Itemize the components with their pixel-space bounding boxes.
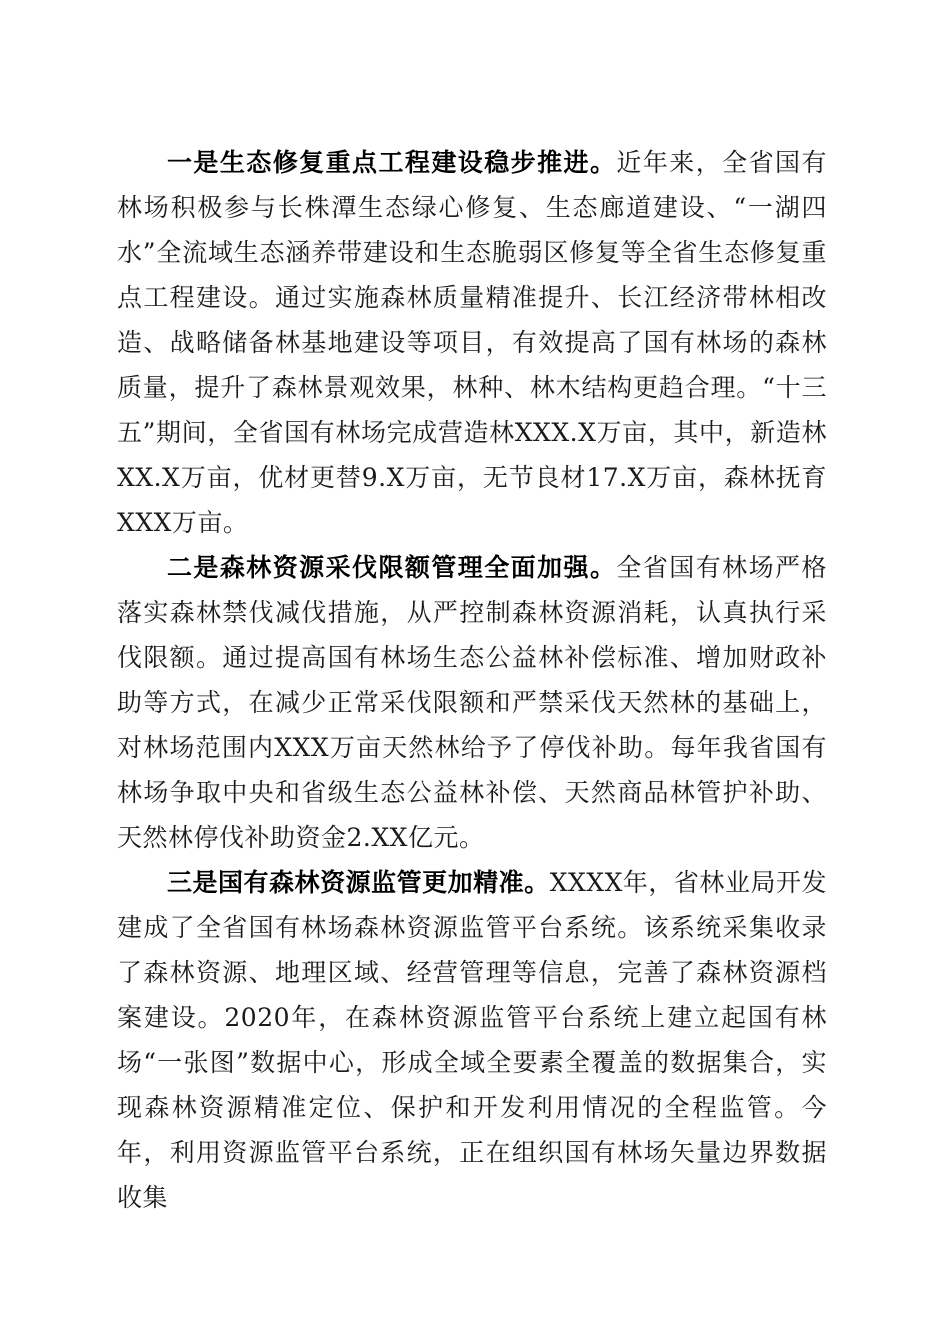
paragraph-logging-quota [117,545,827,860]
paragraph-lead: 一是生态修复重点工程建设稳步推进。 [167,148,617,177]
paragraph-lead: 二是森林资源采伐限额管理全面加强。 [167,553,617,582]
paragraph-text: 近年来，全省国有林场积极参与长株潭生态绿心修复、生态廊道建设、“一湖四水”全流域生态涵养带建设和生态脆弱区修复等全省生态修复重点工程建设。通过实施森林质量精准提升、长江经济带林相改造、战略储备林基地建设等项目，有效提高了国有林场的森林质量，提升了森林景观效果，林种、林木结构更趋合理。“十三五”期间，全省国有林场完成营造林XXX.X万亩，其中，新造林XX.X万亩，优材更替9.X万亩，无节良材17.X万亩，森林抚育XXX万亩。 [117,148,827,537]
paragraph-text: XXXX年，省林业局开发建成了全省国有林场森林资源监管平台系统。该系统采集收录了森林资源、地理区域、经营管理等信息，完善了森林资源档案建设。2020年，在森林资源监管平台系统上建立起国有林场“一张图”数据中心，形成全域全要素全覆盖的数据集合，实现森林资源精准定位、保护和开发利用情况的全程监管。今年，利用资源监管平台系统，正在组织国有林场矢量边界数据收集 [117,868,827,1212]
paragraph-resource-supervision [117,860,827,1220]
paragraph-ecological-restoration [117,140,827,545]
document-body [117,140,827,1220]
paragraph-text: 全省国有林场严格落实森林禁伐减伐措施，从严控制森林资源消耗，认真执行采伐限额。通过提高国有林场生态公益林补偿标准、增加财政补助等方式，在减少正常采伐限额和严禁采伐天然林的基础上，对林场范围内XXX万亩天然林给予了停伐补助。每年我省国有林场争取中央和省级生态公益林补偿、天然商品林管护补助、天然林停伐补助资金2.XX亿元。 [117,553,827,852]
paragraph-lead: 三是国有森林资源监管更加精准。 [167,868,550,897]
